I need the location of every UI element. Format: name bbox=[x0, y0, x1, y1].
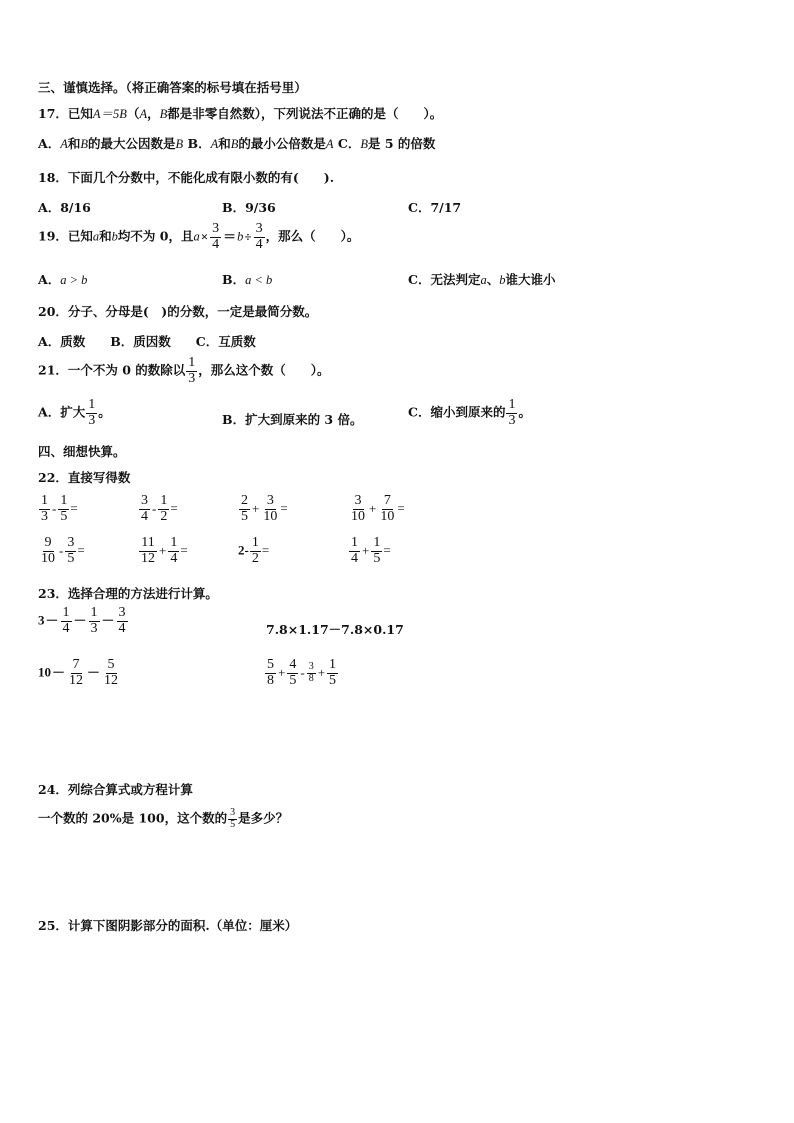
q17-option-c[interactable] bbox=[338, 136, 436, 151]
numerator: 2 bbox=[241, 493, 248, 508]
q22-item bbox=[138, 494, 178, 524]
fraction bbox=[117, 606, 128, 636]
lead: 2- bbox=[238, 542, 249, 558]
var-a: a bbox=[193, 229, 200, 244]
q21-stem bbox=[38, 356, 330, 386]
denominator: 3 bbox=[188, 370, 196, 386]
numerator: 1 bbox=[90, 605, 98, 620]
fraction bbox=[250, 536, 261, 566]
fraction bbox=[287, 658, 298, 688]
q19-option-c[interactable] bbox=[408, 270, 555, 288]
q20-options[interactable]: A．质数 B．质因数 C．互质数 bbox=[38, 334, 256, 349]
text: 19．已知 bbox=[38, 228, 93, 244]
denominator: 12 bbox=[104, 672, 119, 688]
fraction bbox=[378, 494, 396, 524]
q21-option-a[interactable] bbox=[38, 398, 111, 428]
denominator: 8 bbox=[308, 672, 314, 684]
denominator: 4 bbox=[141, 508, 148, 524]
fraction bbox=[239, 494, 250, 524]
section-3-title: 三、谨慎选择。（将正确答案的标号填在括号里） bbox=[38, 80, 307, 95]
text: 和 bbox=[218, 136, 231, 151]
q22-item bbox=[238, 494, 288, 524]
q21-option-c[interactable] bbox=[408, 398, 531, 428]
q17-option-b[interactable] bbox=[188, 136, 334, 151]
q22-item bbox=[348, 494, 405, 524]
numerator: 3 bbox=[354, 493, 362, 508]
text: 、 bbox=[486, 272, 500, 287]
q25-title: 25．计算下图阴影部分的面积.（单位：厘米） bbox=[38, 918, 298, 933]
var: A bbox=[60, 137, 68, 151]
option-label: C．无法判定 bbox=[408, 272, 481, 287]
var: A bbox=[325, 137, 334, 151]
text: 的最大公因数是 bbox=[88, 136, 176, 151]
equals-sign: ＝ bbox=[223, 228, 237, 244]
var-b: b bbox=[237, 229, 244, 244]
op: + bbox=[369, 500, 377, 516]
fraction bbox=[327, 658, 338, 688]
fraction bbox=[168, 536, 179, 566]
fraction bbox=[158, 494, 169, 524]
q21-option-b[interactable]: B．扩大到原来的 3 倍。 bbox=[222, 412, 363, 427]
equals: = bbox=[180, 542, 188, 558]
option-label: A． bbox=[38, 136, 61, 151]
q17-var-b: B bbox=[159, 107, 168, 121]
q17-option-a[interactable] bbox=[38, 136, 183, 151]
numerator: 1 bbox=[60, 493, 68, 508]
expr: a < b bbox=[245, 273, 273, 287]
text: 均不为 0，且 bbox=[117, 228, 194, 244]
var: a bbox=[480, 273, 487, 287]
op: + bbox=[362, 542, 370, 558]
numerator: 7 bbox=[72, 657, 80, 672]
var: B bbox=[230, 137, 239, 151]
numerator: 1 bbox=[41, 493, 48, 508]
denominator: 5 bbox=[241, 508, 248, 524]
q19-option-a[interactable] bbox=[38, 270, 87, 288]
denominator: 3 bbox=[90, 620, 98, 636]
fraction bbox=[186, 356, 197, 386]
text: ，那么这个数（ ）。 bbox=[198, 362, 330, 378]
q22-item bbox=[238, 536, 269, 566]
denominator: 4 bbox=[118, 620, 126, 636]
numerator: 3 bbox=[212, 221, 220, 236]
denominator: 2 bbox=[160, 508, 168, 524]
text: 。 bbox=[98, 404, 111, 420]
equals: = bbox=[383, 542, 391, 558]
var: B bbox=[360, 137, 368, 151]
fraction bbox=[371, 536, 382, 566]
text: 是 5 的倍数 bbox=[368, 136, 436, 151]
q20-stem: 20．分子、分母是( )的分数，一定是最简分数。 bbox=[38, 304, 318, 319]
var: b bbox=[499, 273, 506, 287]
q17-var-a: A bbox=[139, 107, 148, 121]
op: - bbox=[300, 664, 305, 680]
expr: a > b bbox=[60, 273, 88, 287]
q18-option-a[interactable]: A．8/16 bbox=[38, 200, 91, 215]
denominator: 4 bbox=[351, 550, 358, 566]
numerator: 1 bbox=[160, 493, 168, 508]
fraction bbox=[39, 536, 57, 566]
op: － bbox=[87, 664, 101, 680]
times-sign: × bbox=[200, 228, 209, 244]
denominator: 10 bbox=[351, 508, 365, 524]
q23-expr-2: 7.8×1.17－7.8×0.17 bbox=[266, 622, 404, 637]
denominator: 10 bbox=[380, 508, 395, 524]
fraction bbox=[61, 606, 72, 636]
numerator: 3 bbox=[230, 807, 236, 818]
denominator: 5 bbox=[329, 672, 337, 688]
q18-option-b[interactable]: B．9/36 bbox=[222, 200, 276, 215]
q17-stem-text: 都是非零自然数），下列说法不正确的是（ ）。 bbox=[167, 106, 443, 121]
denominator: 5 bbox=[373, 550, 381, 566]
q17-formula: A＝5B bbox=[92, 107, 127, 121]
q24-stem bbox=[38, 808, 288, 830]
fraction bbox=[265, 658, 276, 688]
denominator: 8 bbox=[267, 672, 274, 688]
numerator: 5 bbox=[107, 657, 115, 672]
op: － bbox=[52, 664, 66, 680]
num: 3 bbox=[38, 612, 45, 628]
fraction bbox=[210, 222, 221, 252]
fraction bbox=[349, 494, 367, 524]
option-label: A． bbox=[38, 272, 61, 287]
text: ，那么（ ）。 bbox=[265, 228, 360, 244]
numerator: 3 bbox=[141, 493, 148, 508]
equals: = bbox=[170, 500, 178, 516]
denominator: 4 bbox=[255, 236, 263, 252]
fraction bbox=[102, 658, 120, 688]
q18-stem: 18．下面几个分数中，不能化成有限小数的有( ). bbox=[38, 170, 335, 185]
q23-expr-3 bbox=[38, 658, 121, 688]
fraction bbox=[139, 536, 157, 566]
op: + bbox=[278, 664, 286, 680]
denominator: 5 bbox=[60, 508, 68, 524]
q22-title: 22．直接写得数 bbox=[38, 470, 131, 485]
numerator: 1 bbox=[508, 397, 516, 412]
fraction bbox=[307, 662, 316, 684]
option-label: B． bbox=[222, 272, 246, 287]
op: － bbox=[101, 612, 115, 628]
denominator: 2 bbox=[251, 550, 259, 566]
denominator: 3 bbox=[88, 412, 96, 428]
denominator: 4 bbox=[62, 620, 70, 636]
numerator: 1 bbox=[351, 535, 358, 550]
equals: = bbox=[280, 500, 288, 516]
equals: = bbox=[70, 500, 78, 516]
numerator: 3 bbox=[255, 221, 263, 236]
denominator: 3 bbox=[41, 508, 48, 524]
text: A．扩大 bbox=[38, 404, 86, 420]
text: 21．一个不为 0 的数除以 bbox=[38, 362, 186, 378]
op: + bbox=[317, 664, 326, 680]
var: A bbox=[210, 137, 219, 151]
numerator: 1 bbox=[88, 397, 96, 412]
fraction bbox=[228, 808, 237, 830]
numerator: 3 bbox=[67, 535, 75, 550]
q17-options bbox=[38, 134, 435, 152]
option-label: C． bbox=[337, 136, 361, 151]
option-label: B． bbox=[187, 136, 211, 151]
fraction bbox=[254, 222, 265, 252]
op: － bbox=[45, 612, 59, 628]
fraction bbox=[58, 494, 69, 524]
q19-option-b[interactable] bbox=[222, 270, 272, 288]
op: - bbox=[152, 500, 157, 516]
var-b: b bbox=[111, 229, 118, 244]
op: + bbox=[252, 500, 260, 516]
numerator: 3 bbox=[118, 605, 126, 620]
q22-item bbox=[138, 536, 188, 566]
fraction bbox=[89, 606, 100, 636]
denominator: 4 bbox=[212, 236, 220, 252]
numerator: 11 bbox=[141, 535, 155, 550]
q24-title: 24．列综合算式或方程计算 bbox=[38, 782, 193, 797]
q17-stem bbox=[38, 104, 442, 122]
numerator: 4 bbox=[289, 657, 297, 672]
section-4-title: 四、细想快算。 bbox=[38, 444, 126, 459]
denominator: 10 bbox=[263, 508, 278, 524]
text: 和 bbox=[67, 136, 81, 151]
numerator: 9 bbox=[44, 535, 52, 550]
var: B bbox=[175, 137, 184, 151]
text: C．缩小到原来的 bbox=[408, 404, 506, 420]
var: B bbox=[80, 137, 88, 151]
numerator: 3 bbox=[266, 493, 274, 508]
numerator: 1 bbox=[62, 605, 70, 620]
denominator: 10 bbox=[41, 550, 55, 566]
denominator: 3 bbox=[508, 412, 516, 428]
q22-item bbox=[38, 494, 78, 524]
fraction bbox=[261, 494, 279, 524]
numerator: 1 bbox=[170, 535, 178, 550]
equals: = bbox=[261, 542, 270, 558]
text: 谁大谁小 bbox=[505, 272, 556, 287]
denominator: 4 bbox=[170, 550, 178, 566]
denominator: 5 bbox=[67, 550, 75, 566]
equals: = bbox=[397, 500, 405, 516]
denominator: 5 bbox=[289, 672, 297, 688]
op: － bbox=[73, 612, 87, 628]
num: 10 bbox=[38, 664, 51, 680]
numerator: 3 bbox=[308, 661, 314, 673]
text: 是多少？ bbox=[238, 810, 289, 826]
text: 和 bbox=[99, 228, 112, 244]
q17-stem-text: ， bbox=[147, 106, 160, 121]
op: + bbox=[159, 542, 167, 558]
fraction bbox=[39, 494, 50, 524]
denominator: 12 bbox=[69, 672, 84, 688]
numerator: 1 bbox=[188, 355, 196, 370]
op: - bbox=[59, 542, 64, 558]
numerator: 1 bbox=[251, 535, 259, 550]
q17-stem-text: 17．已知 bbox=[38, 106, 93, 121]
q19-stem bbox=[38, 222, 359, 252]
q17-stem-text: （ bbox=[126, 106, 140, 121]
q23-expr-1 bbox=[38, 606, 129, 636]
fraction bbox=[65, 536, 76, 566]
divide-sign: ÷ bbox=[244, 228, 252, 244]
denominator: 5 bbox=[230, 818, 236, 830]
fraction bbox=[349, 536, 360, 566]
q22-item bbox=[38, 536, 85, 566]
var-a: a bbox=[92, 229, 100, 244]
numerator: 1 bbox=[373, 535, 381, 550]
fraction bbox=[67, 658, 85, 688]
text: 一个数的 20%是 100，这个数的 bbox=[38, 810, 228, 826]
q23-expr-4 bbox=[264, 658, 339, 688]
fraction bbox=[506, 398, 517, 428]
numerator: 5 bbox=[267, 657, 274, 672]
q22-item bbox=[348, 536, 391, 566]
denominator: 12 bbox=[141, 550, 155, 566]
equals: = bbox=[77, 542, 85, 558]
q23-title: 23．选择合理的方法进行计算。 bbox=[38, 586, 218, 601]
q18-option-c[interactable]: C．7/17 bbox=[408, 200, 462, 215]
fraction bbox=[86, 398, 97, 428]
fraction bbox=[139, 494, 150, 524]
op: - bbox=[52, 500, 57, 516]
text: 。 bbox=[518, 404, 531, 420]
numerator: 1 bbox=[329, 657, 337, 672]
text: 的最小公倍数是 bbox=[238, 136, 326, 151]
numerator: 7 bbox=[383, 493, 391, 508]
